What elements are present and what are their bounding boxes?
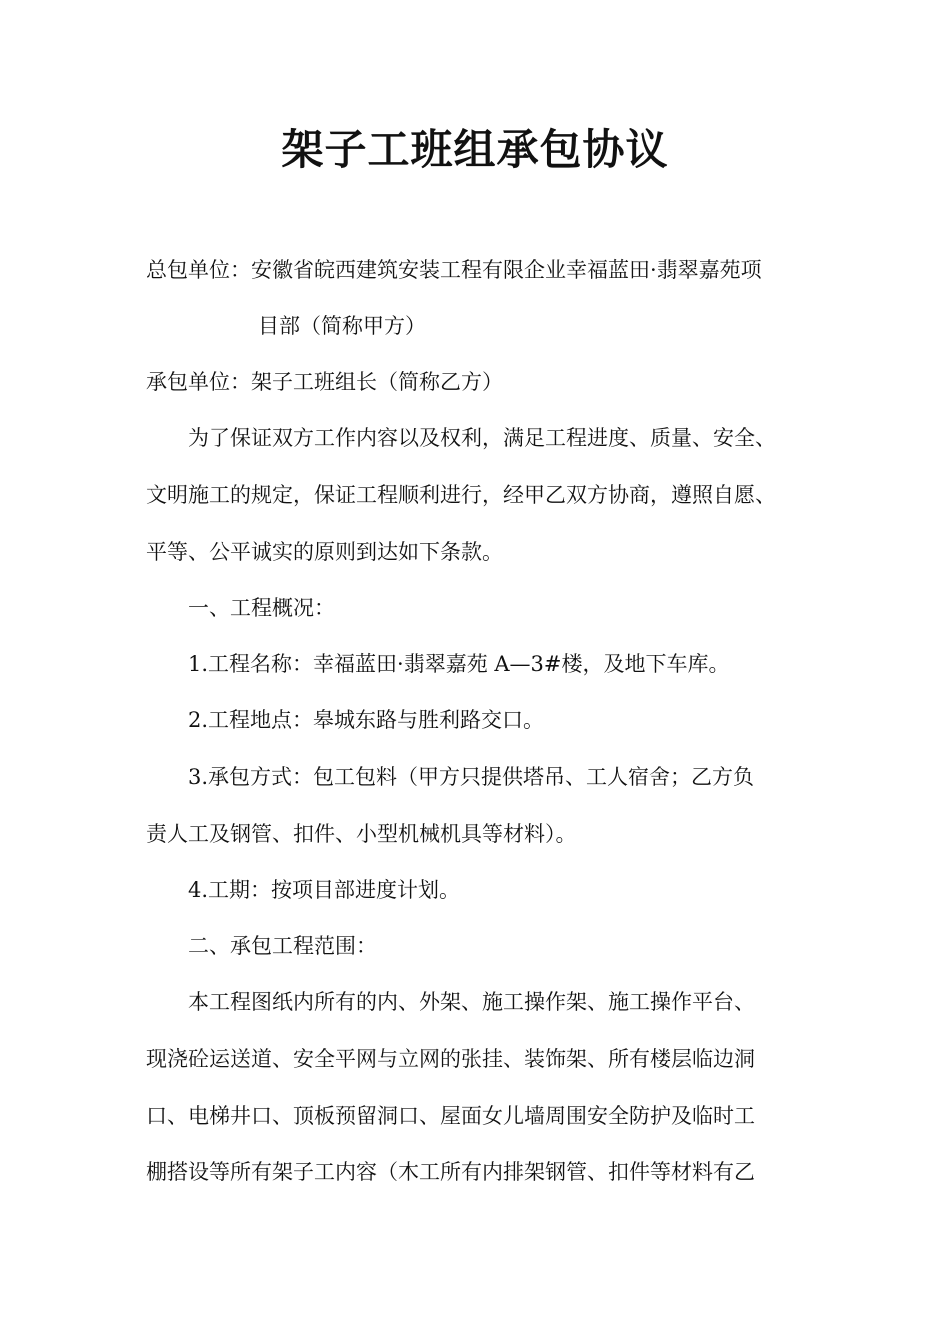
text-line: 2.工程地点：皋城东路与胜利路交口。 [188,708,545,732]
text-line: 承包单位：架子工班组长（简称乙方） [146,370,503,394]
text-line: 棚搭设等所有架子工内容（木工所有内排架钢管、扣件等材料有乙 [146,1160,755,1184]
text-line: 目部（简称甲方） [258,314,426,338]
text-line: 3.承包方式：包工包料（甲方只提供塔吊、工人宿舍；乙方负 [188,765,755,789]
text-line: 现浇砼运送道、安全平网与立网的张挂、装饰架、所有楼层临边洞 [146,1047,755,1071]
text-line: 为了保证双方工作内容以及权利，满足工程进度、质量、安全、 [188,426,776,450]
section-heading: 二、承包工程范围： [188,934,377,958]
text-line: 总包单位：安徽省皖西建筑安装工程有限企业幸福蓝田·翡翠嘉苑项 [146,258,762,282]
text-line: 口、电梯井口、顶板预留洞口、屋面女儿墙周围安全防护及临时工 [146,1104,755,1128]
section-heading: 一、工程概况： [188,596,335,620]
text-line: 责人工及钢管、扣件、小型机械机具等材料）。 [146,822,577,846]
text-line: 平等、公平诚实的原则到达如下条款。 [146,540,503,564]
text-line: 本工程图纸内所有的内、外架、施工操作架、施工操作平台、 [188,990,755,1014]
document-title: 架子工班组承包协议 [281,125,669,174]
text-line: 文明施工的规定，保证工程顺利进行，经甲乙双方协商，遵照自愿、 [146,483,776,507]
text-line: 4.工期：按项目部进度计划。 [188,878,461,902]
text-line: 1.工程名称：幸福蓝田·翡翠嘉苑 A—3#楼，及地下车库。 [188,652,730,676]
